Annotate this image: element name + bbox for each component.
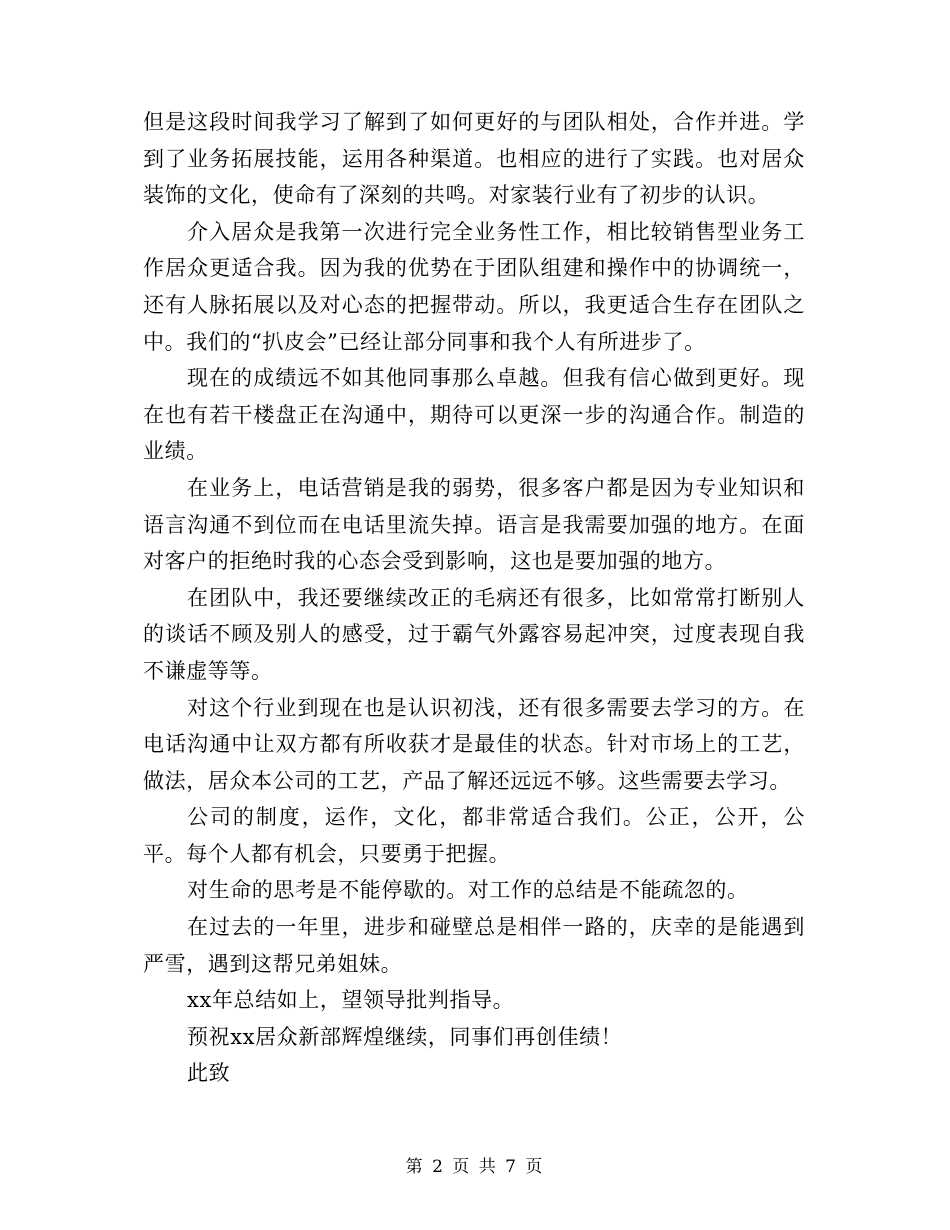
document-body (143, 104, 805, 1092)
paragraph-6: 对这个行业到现在也是认识初浅，还有很多需要去学习的方。在电话沟通中让双方都有所收获才是最佳的状态。针对市场上的工艺，做法，居众本公司的工艺，产品了解还远远不够。这些需要去学习。 (143, 695, 805, 793)
paragraph-8: 对生命的思考是不能停歇的。对工作的总结是不能疏忽的。 (187, 878, 749, 903)
paragraph-1: 但是这段时间我学习了解到了如何更好的与团队相处，合作并进。学到了业务拓展技能，运用各种渠道。也相应的进行了实践。也对居众装饰的文化，使命有了深刻的共鸣。对家装行业有了初步的认识。 (143, 110, 805, 208)
paragraph-4: 在业务上，电话营销是我的弱势，很多客户都是因为专业知识和语言沟通不到位而在电话里流失掉。语言是我需要加强的地方。在面对客户的拒绝时我的心态会受到影响，这也是要加强的地方。 (143, 475, 805, 574)
paragraph-11: 预祝xx居众新部辉煌继续，同事们再创佳绩！ (187, 1024, 623, 1049)
paragraph-7: 公司的制度，运作，文化，都非常适合我们。公正，公开，公平。每个人都有机会，只要勇于把握。 (143, 805, 805, 866)
paragraph-5: 在团队中，我还要继续改正的毛病还有很多，比如常常打断别人的谈话不顾及别人的感受，过于霸气外露容易起冲突，过度表现自我不谦虚等等。 (143, 585, 805, 683)
paragraph-12: 此致 (187, 1061, 231, 1086)
paragraph-2: 介入居众是我第一次进行完全业务性工作，相比较销售型业务工作居众更适合我。因为我的优势在于团队组建和操作中的协调统一，还有人脉拓展以及对心态的把握带动。所以，我更适合生存在团队之中。我们的“扒皮会”已经让部分同事和我个人有所进步了。 (143, 219, 805, 354)
paragraph-10: xx年总结如上，望领导批判指导。 (187, 988, 515, 1013)
page-number-footer: 第 2 页 共 7 页 (405, 1157, 545, 1177)
paragraph-3: 现在的成绩远不如其他同事那么卓越。但我有信心做到更好。现在也有若干楼盘正在沟通中，期待可以更深一步的沟通合作。制造的业绩。 (143, 366, 805, 464)
paragraph-9: 在过去的一年里，进步和碰壁总是相伴一路的，庆幸的是能遇到严雪，遇到这帮兄弟姐妹。 (143, 915, 805, 976)
